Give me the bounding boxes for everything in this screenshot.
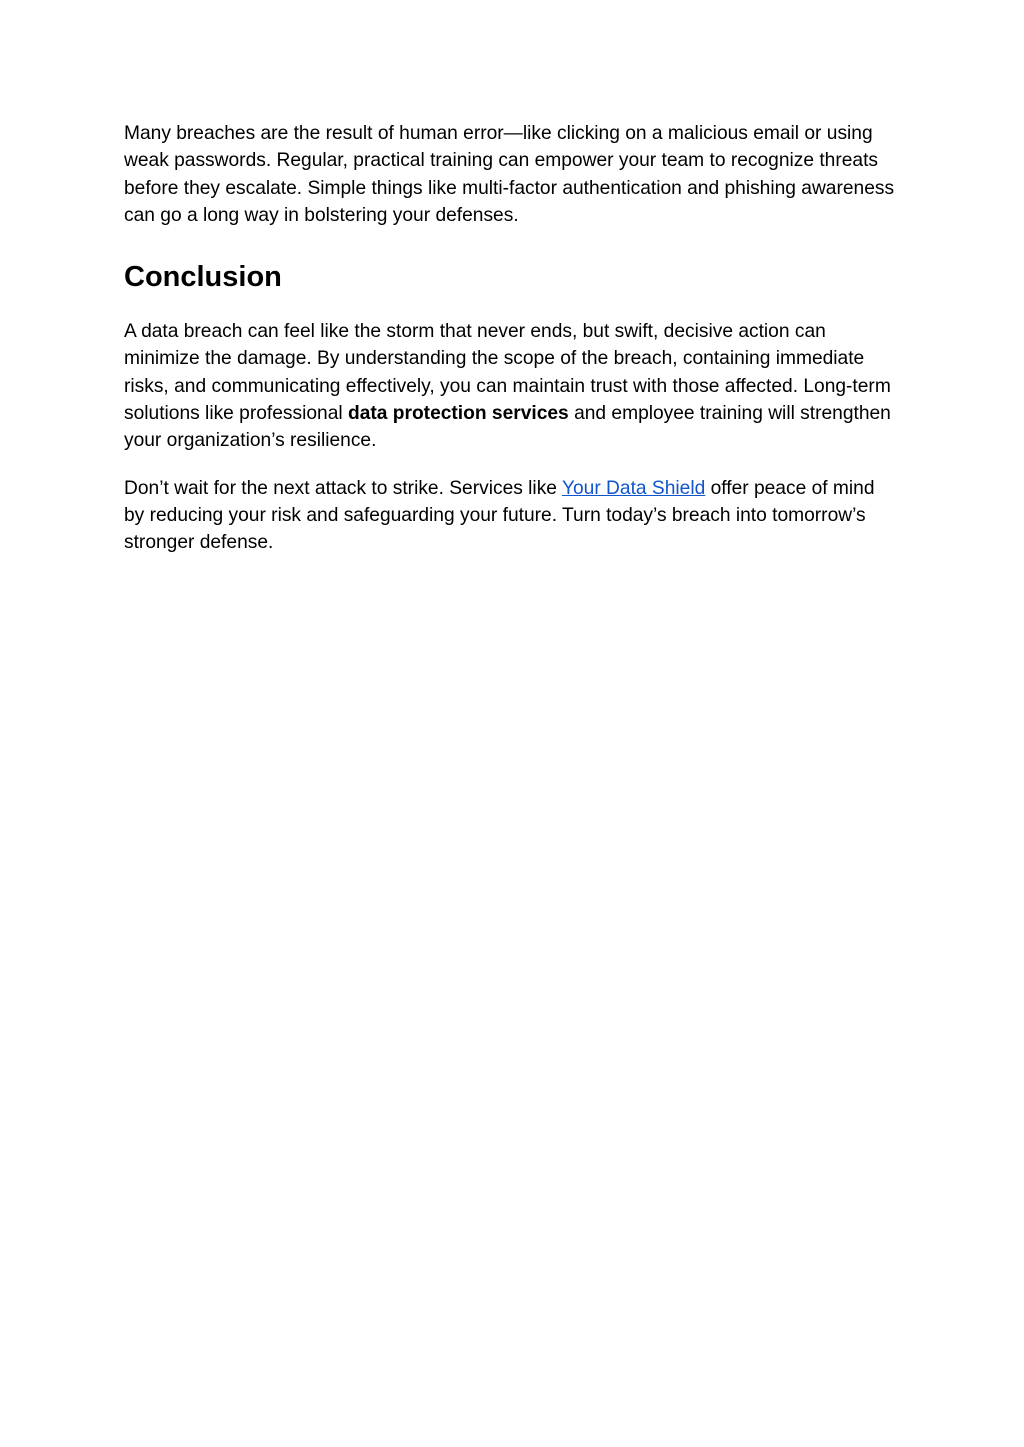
cta-text-after-link: offer peace of mind by reducing your risk and safeguarding your future. Turn today’s breach into tomorrow’s stronger defense. [124,477,875,554]
conclusion-text-after-bold: and employee training will strengthen your organization’s resilience. [124,403,891,452]
cta-text-before-link: Don’t wait for the next attack to strike. Services like [124,477,562,499]
conclusion-paragraph-1 [124,318,900,454]
your-data-shield-link[interactable]: Your Data Shield [561,477,706,499]
conclusion-paragraph-2 [124,475,900,557]
bold-phrase-data-protection-services: data protection services [347,403,569,425]
training-paragraph: Many breaches are the result of human error—like clicking on a malicious email or using weak passwords. Regular, practical training can empower your team to recognize threats before they escalate. Simple things like multi-factor authentication and phishing awareness can go a long way in bolstering your defenses. [124,123,895,226]
conclusion-text-before-bold: A data breach can feel like the storm that never ends, but swift, decisive action can minimize the damage. By understanding the scope of the breach, containing immediate risks, and communicating effectively, you can maintain trust with those affected. Long-term solutions like professional [124,321,891,425]
conclusion-heading: Conclusion [124,261,282,294]
document-page [124,120,900,557]
